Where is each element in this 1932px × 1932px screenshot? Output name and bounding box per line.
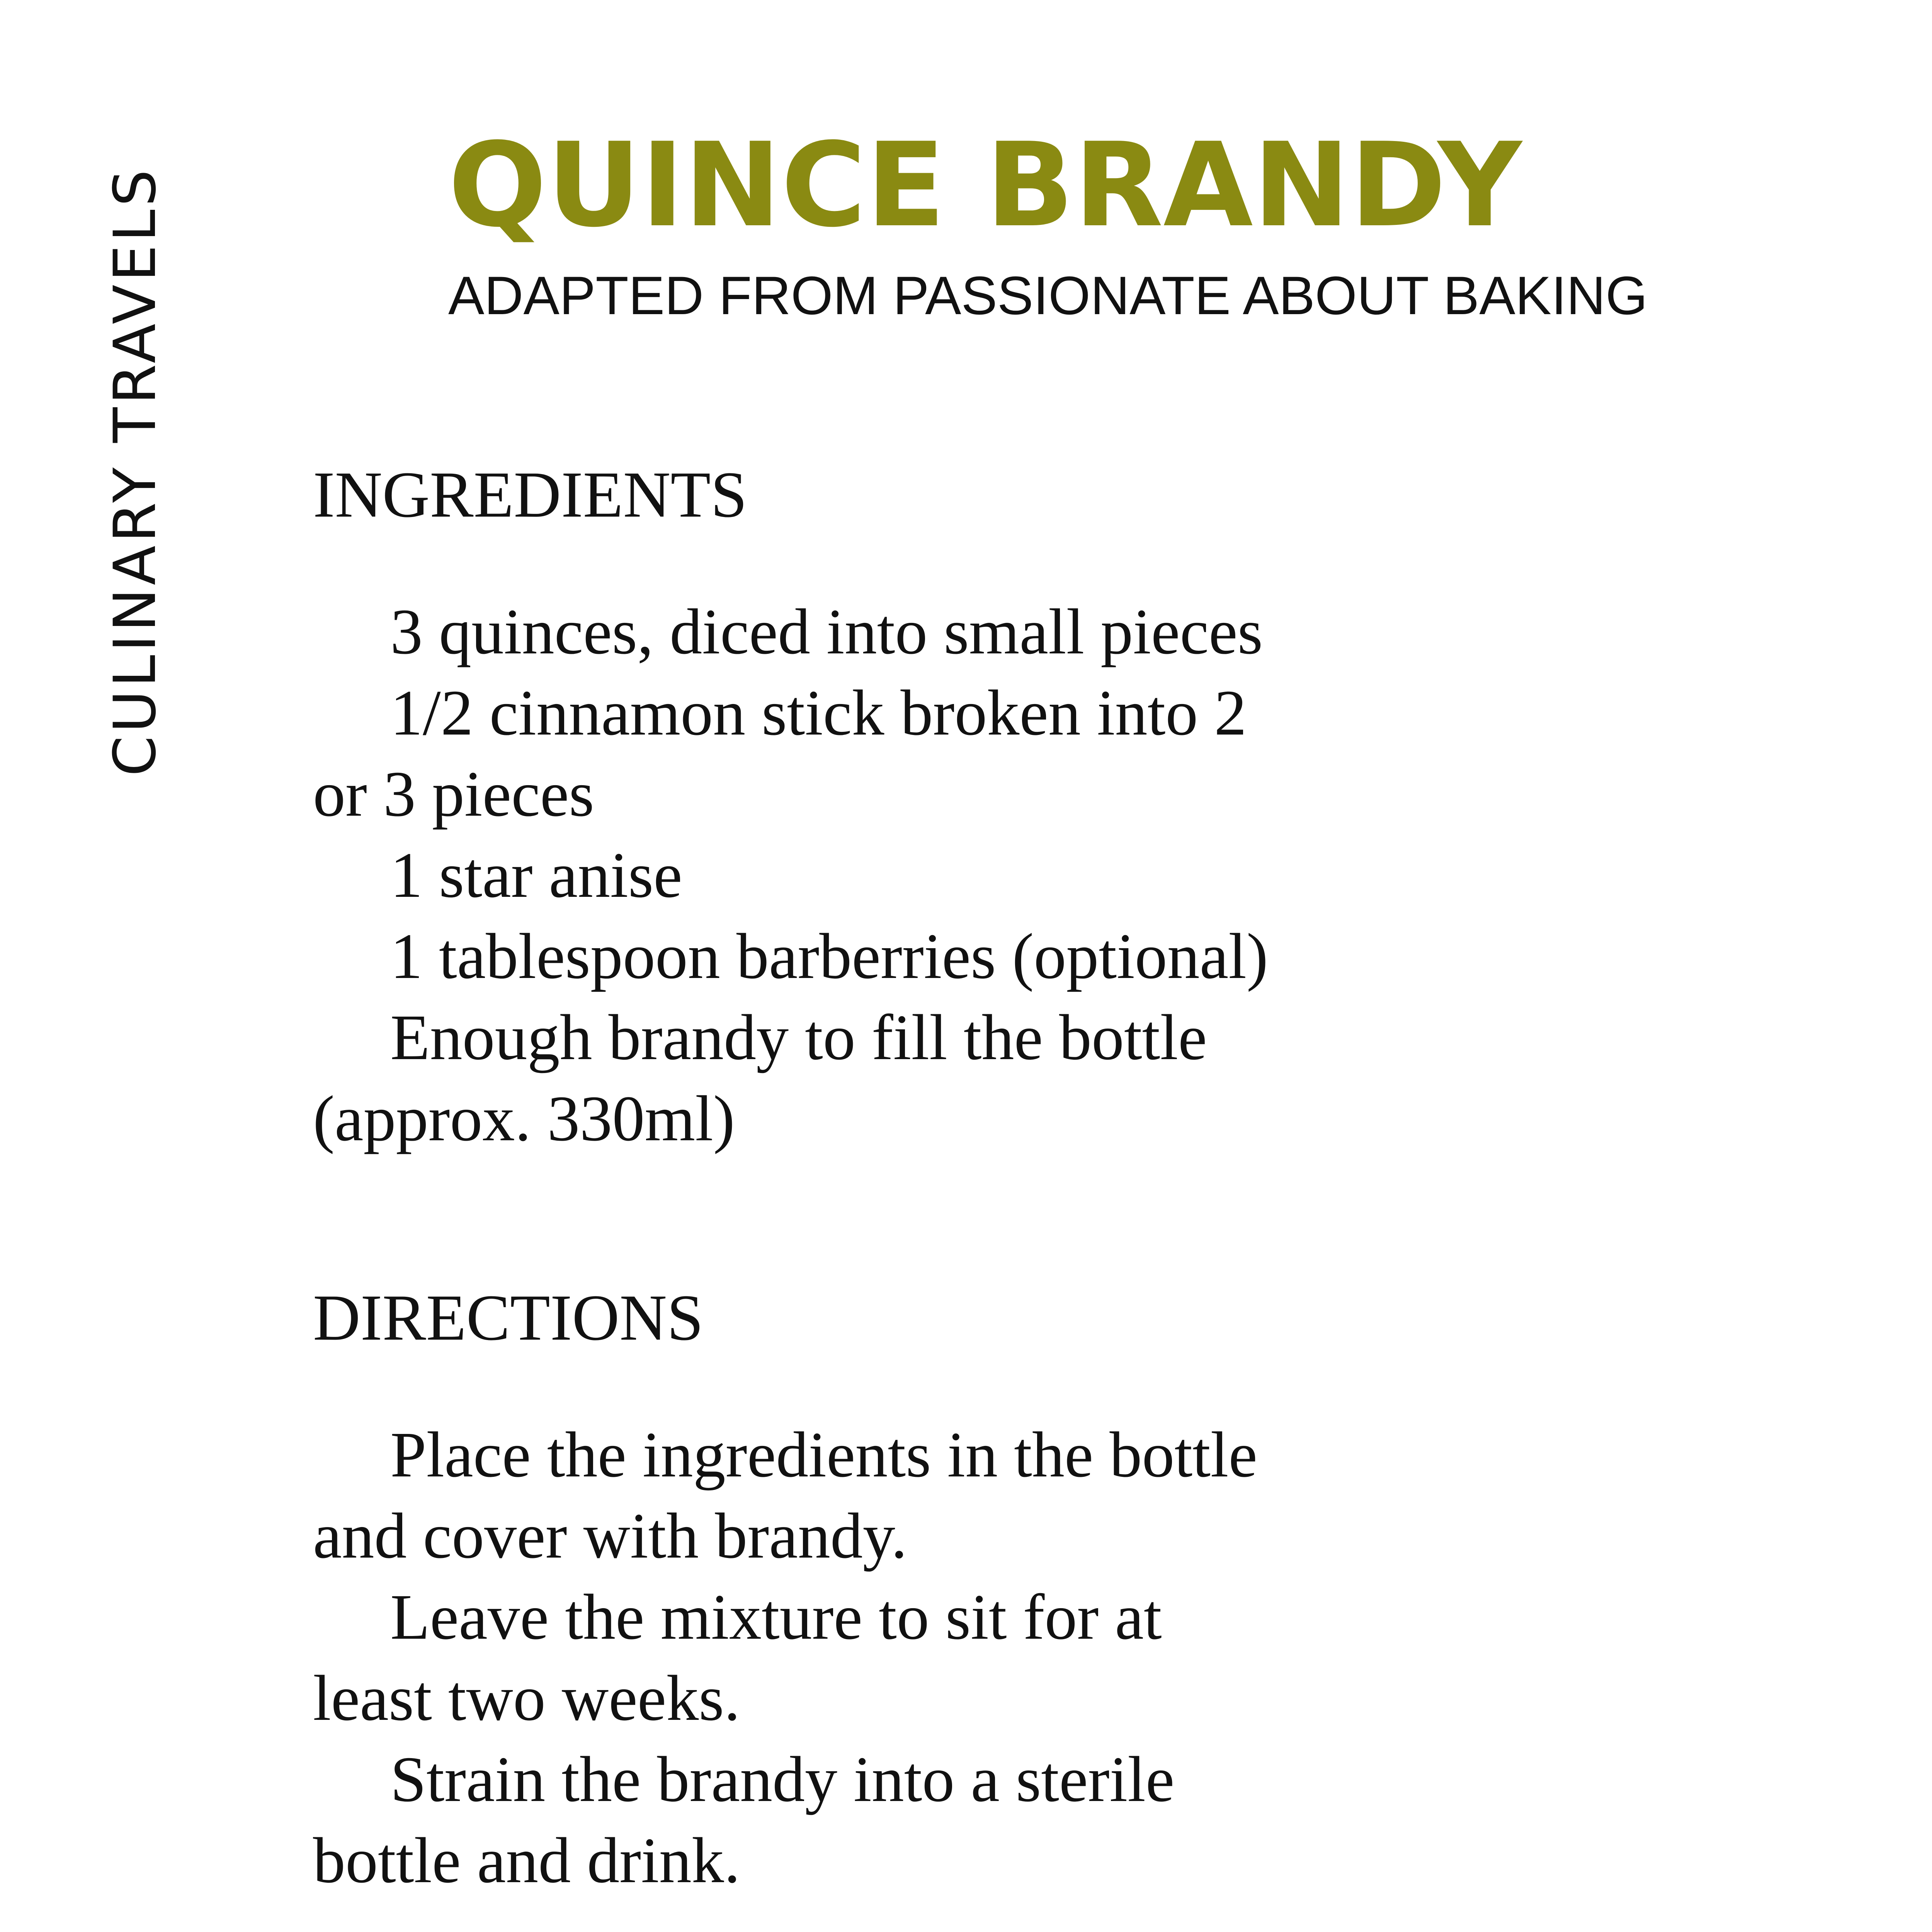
ingredients-heading: INGREDIENTS	[313, 458, 747, 531]
ingredient-item: 3 quinces, diced into small pieces	[390, 596, 1263, 668]
direction-step: Strain the brandy into a sterile bottle and drink.	[313, 1743, 1175, 1896]
directions-section	[313, 1275, 1279, 1901]
direction-step: Leave the mixture to sit for at least two weeks.	[313, 1581, 1162, 1734]
ingredient-item: 1/2 cinnamon stick broken into 2 or 3 pieces	[313, 677, 1247, 830]
recipe-title: QUINCE BRANDY	[448, 118, 1522, 253]
recipe-body	[313, 452, 1279, 1901]
ingredient-item: 1 star anise	[390, 839, 682, 911]
recipe-subtitle: ADAPTED FROM PASSIONATE ABOUT BAKING	[448, 265, 1648, 326]
ingredients-section	[313, 452, 1279, 1159]
side-label: CULINARY TRAVELS	[102, 166, 169, 777]
ingredient-item: 1 tablespoon barberries (optional)	[390, 920, 1268, 992]
directions-heading: DIRECTIONS	[313, 1281, 704, 1354]
direction-step: Place the ingredients in the bottle and cover with brandy.	[313, 1419, 1258, 1572]
ingredient-item: Enough brandy to fill the bottle (approx. 330ml)	[313, 1002, 1207, 1155]
